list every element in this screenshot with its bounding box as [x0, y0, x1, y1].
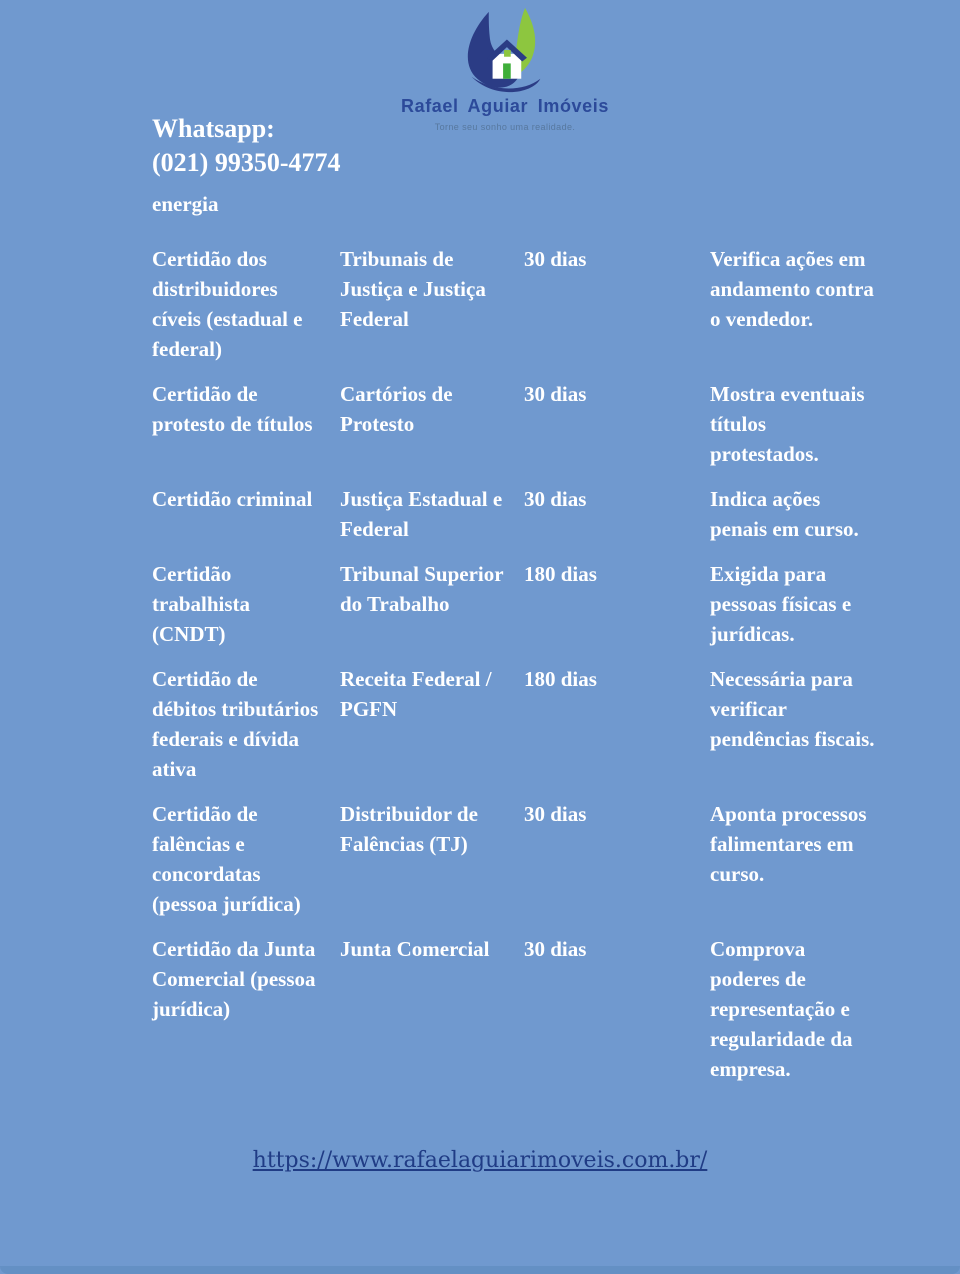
cell-validity: 180 dias — [524, 562, 597, 586]
cell-document: Certidão dos distribuidores cíveis (estadual e federal) — [152, 247, 303, 361]
cell-purpose: Mostra eventuais títulos protestados. — [710, 382, 865, 466]
cell-purpose: Aponta processos falimentares em curso. — [710, 802, 867, 886]
cell-issuer: Tribunais de Justiça e Justiça Federal — [340, 247, 486, 331]
cell-validity: 30 dias — [524, 802, 587, 826]
bottom-bar — [0, 1266, 960, 1274]
cell-issuer: Cartórios de Protesto — [340, 382, 453, 436]
cell-purpose: Necessária para verificar pendências fiscais. — [710, 667, 875, 751]
brand-logo — [375, 8, 635, 132]
table-row — [152, 379, 892, 469]
table-row — [152, 934, 892, 1084]
brand-tagline: Torne seu sonho uma realidade. — [434, 122, 576, 132]
cell-document: Certidão da Junta Comercial (pessoa jurídica) — [152, 937, 316, 1021]
certificates-table — [152, 244, 892, 1099]
footer — [0, 1148, 960, 1173]
cell-issuer: Tribunal Superior do Trabalho — [340, 562, 504, 616]
cell-document: Certidão de falências e concordatas (pessoa jurídica) — [152, 802, 301, 916]
cell-purpose: Verifica ações em andamento contra o vendedor. — [710, 247, 874, 331]
cell-validity: 30 dias — [524, 382, 587, 406]
table-row — [152, 244, 892, 364]
table-row — [152, 484, 892, 544]
whatsapp-number: (021) 99350-4774 — [152, 148, 341, 177]
cell-validity: 30 dias — [524, 247, 587, 271]
cell-document: Certidão criminal — [152, 487, 313, 511]
website-link[interactable]: https://www.rafaelaguiarimoveis.com.br/ — [252, 1148, 708, 1173]
whatsapp-label: Whatsapp: — [152, 114, 275, 143]
cell-validity: 180 dias — [524, 667, 597, 691]
table-row — [152, 799, 892, 919]
table-row — [152, 559, 892, 649]
cell-issuer: Receita Federal / PGFN — [340, 667, 492, 721]
cell-issuer: Justiça Estadual e Federal — [340, 487, 503, 541]
cell-validity: 30 dias — [524, 487, 587, 511]
cell-issuer: Junta Comercial — [340, 937, 490, 961]
cell-document: Certidão trabalhista (CNDT) — [152, 562, 251, 646]
cell-issuer: Distribuidor de Falências (TJ) — [340, 802, 478, 856]
table-row — [152, 664, 892, 784]
whatsapp-contact — [152, 112, 340, 180]
brand-name: Rafael Aguiar Imóveis — [400, 96, 609, 116]
cell-purpose: Comprova poderes de representação e regularidade da empresa. — [710, 937, 853, 1081]
cell-purpose: Indica ações penais em curso. — [710, 487, 859, 541]
cell-validity: 30 dias — [524, 937, 587, 961]
house-leaf-logo-icon — [441, 8, 569, 94]
cell-document: Certidão de débitos tributários federais e dívida ativa — [152, 667, 319, 781]
cell-purpose: Exigida para pessoas físicas e jurídicas. — [710, 562, 852, 646]
energia-note: energia — [152, 192, 219, 216]
cell-document: Certidão de protesto de títulos — [152, 382, 313, 436]
